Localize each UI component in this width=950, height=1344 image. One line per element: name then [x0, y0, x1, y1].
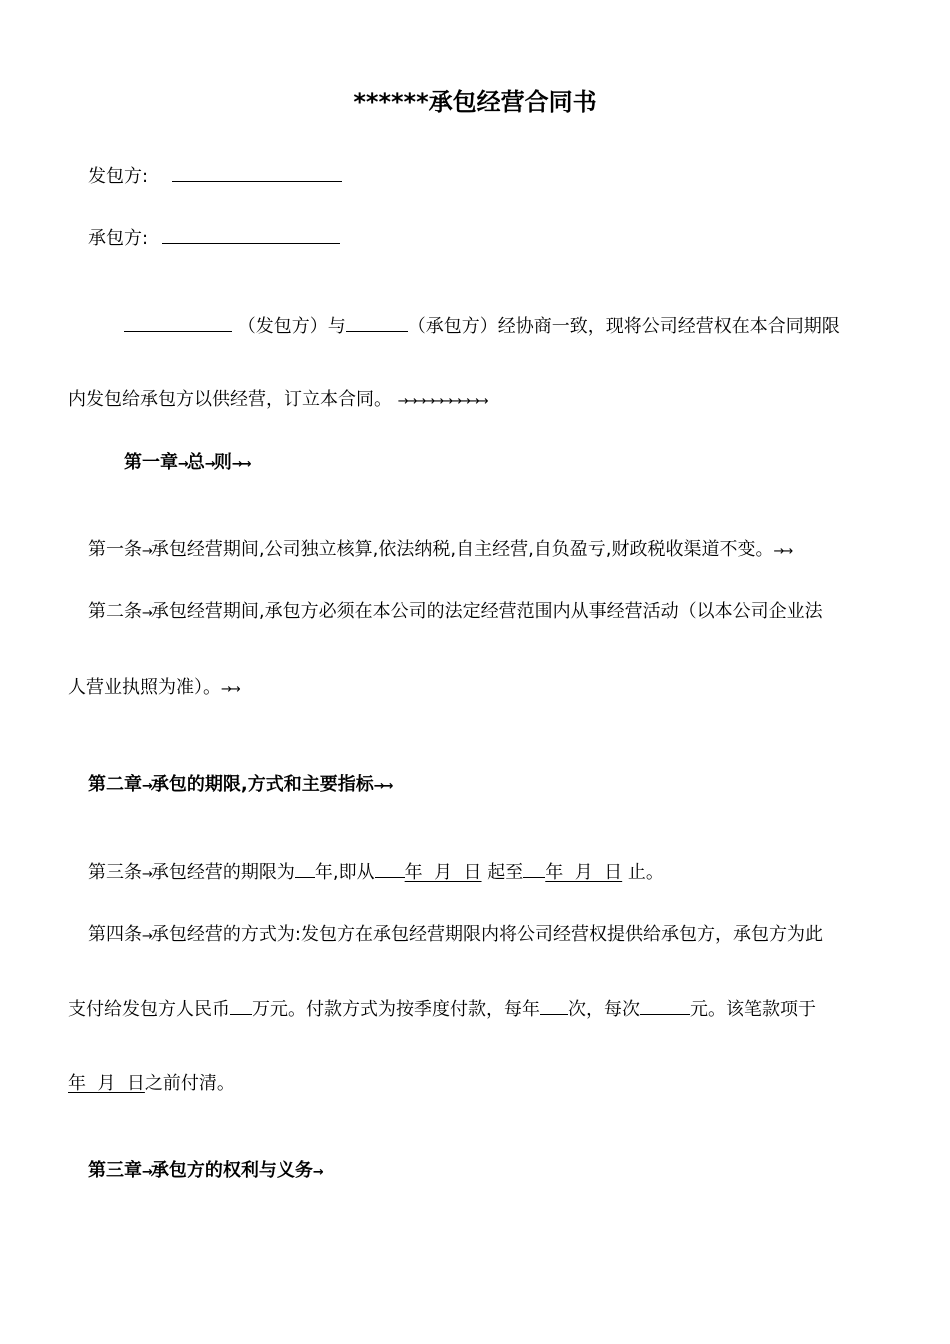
tab-arrow: →: [142, 544, 151, 559]
article-2-label: 第二条: [88, 601, 142, 622]
tab-arrow: →: [142, 1165, 151, 1180]
article-4-text-2c: 次，每次: [568, 999, 640, 1020]
per-payment-blank: [640, 996, 690, 1015]
intro-line-1: [124, 313, 840, 340]
tab-arrow: →: [178, 457, 187, 472]
article-2-line-1: [88, 599, 823, 627]
article-3-text-4: 止。: [622, 862, 664, 883]
tab-arrow: →: [142, 867, 151, 882]
party-a-blank: [172, 163, 342, 182]
tab-arrows: →→: [373, 779, 392, 794]
article-4-text-3: 之前付清。: [144, 1073, 235, 1094]
article-3-text-1: 承包经营的期限为: [150, 862, 295, 883]
chapter-3-heading: [88, 1158, 322, 1186]
start-date-blank: [375, 859, 405, 878]
article-4-line-3: [68, 1071, 235, 1097]
article-1-label: 第一条: [88, 539, 142, 560]
article-4-label: 第四条: [88, 924, 142, 945]
tab-arrow: →: [142, 929, 151, 944]
tab-arrows: →→→→→→→→→→: [397, 394, 487, 409]
article-2-text-2: 人营业执照为准）。: [68, 677, 221, 698]
article-2-line-2: [68, 675, 239, 703]
payment-date: 年 月 日: [68, 1073, 145, 1094]
article-4-line-2: [68, 996, 816, 1023]
chapter-2-number: 第二章: [88, 774, 142, 795]
chapter-2-title: 承包的期限,方式和主要指标: [150, 774, 374, 795]
intro-party-a-blank: [124, 313, 232, 332]
article-1-text: 承包经营期间,公司独立核算,依法纳税,自主经营,自负盈亏,财政税收渠道不变。: [150, 539, 774, 560]
tab-arrow: →: [312, 1165, 322, 1180]
tab-arrows: →→: [773, 544, 792, 559]
party-b-blank: [162, 225, 340, 244]
party-b-line: [88, 225, 340, 252]
chapter-1-title-a: 总: [186, 452, 205, 473]
document-title: ******承包经营合同书: [353, 88, 597, 116]
article-2-text-1: 承包经营期间,承包方必须在本公司的法定经营范围内从事经营活动（以本公司企业法: [150, 601, 823, 622]
article-4-text-2b: 万元。付款方式为按季度付款，每年: [252, 999, 540, 1020]
start-date: 年 月 日: [404, 862, 482, 883]
tab-arrows: →→: [231, 457, 250, 472]
tab-arrow: →: [142, 606, 151, 621]
chapter-1-title-b: 则: [213, 452, 232, 473]
party-a-label: 发包方:: [88, 166, 149, 187]
article-3-label: 第三条: [88, 862, 142, 883]
amount-blank: [230, 996, 252, 1015]
party-a-line: [88, 163, 342, 190]
article-4-text-1: 承包经营的方式为:发包方在承包经营期限内将公司经营权提供给承包方，承包方为此: [150, 924, 823, 945]
intro-text-b: （承包方）经协商一致，现将公司经营权在本合同期限: [407, 316, 840, 337]
tab-arrows: →→: [221, 682, 239, 697]
chapter-3-number: 第三章: [88, 1160, 142, 1181]
chapter-3-title: 承包方的权利与义务: [150, 1160, 313, 1181]
article-4-text-2a: 支付给发包方人民币: [68, 999, 230, 1020]
chapter-2-heading: [88, 772, 392, 800]
article-4-line-1: [88, 922, 823, 950]
article-1: [88, 537, 791, 565]
intro-party-b-blank: [346, 313, 408, 332]
tab-arrow: →: [204, 457, 214, 472]
intro-text-c: 内发包给承包方以供经营，订立本合同。: [68, 389, 392, 410]
article-4-text-2d: 元。该笔款项于: [690, 999, 816, 1020]
tab-arrow: →: [142, 779, 151, 794]
end-date: 年 月 日: [545, 862, 623, 883]
times-blank: [540, 996, 568, 1015]
end-date-blank: [523, 859, 545, 878]
intro-text-a: （发包方）与: [237, 316, 346, 337]
intro-line-2: [68, 387, 487, 415]
term-years-blank: [295, 859, 315, 878]
article-3-text-3: 起至: [481, 862, 524, 883]
article-3: [88, 859, 664, 888]
party-b-label: 承包方:: [88, 228, 149, 249]
article-3-text-2: 年,即从: [314, 862, 375, 883]
chapter-1-number: 第一章: [124, 452, 178, 473]
chapter-1-heading: [124, 450, 250, 478]
